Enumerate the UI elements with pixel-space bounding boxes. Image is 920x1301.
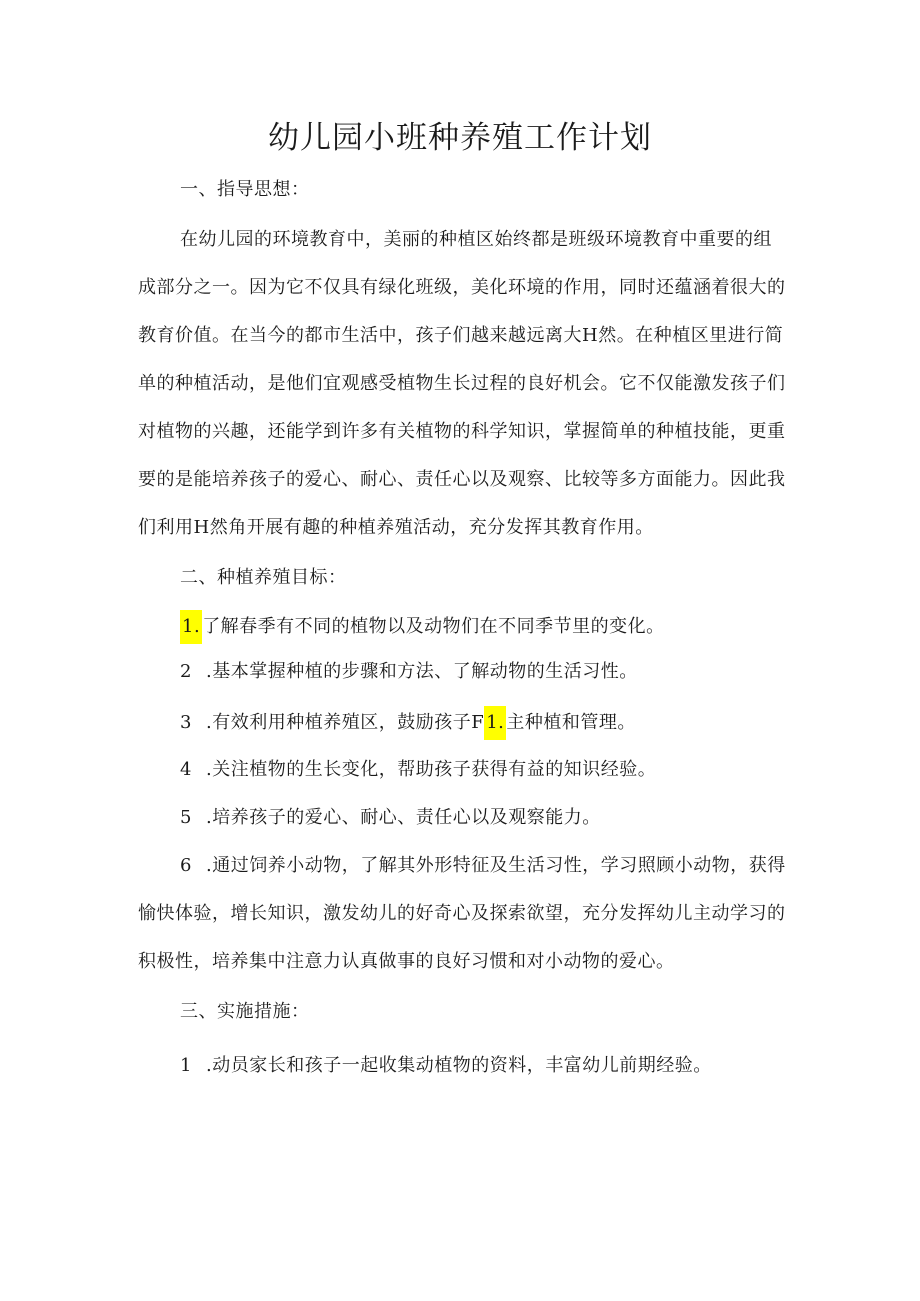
goal-item-6 bbox=[180, 854, 800, 878]
goal-text: .关注植物的生长变化，帮助孩子获得有益的知识经验。 bbox=[206, 759, 657, 780]
paragraph-line: 愉快体验，增长知识，激发幼儿的好奇心及探索欲望，充分发挥幼儿主动学习的 bbox=[138, 903, 786, 924]
goal-item-4 bbox=[180, 758, 800, 782]
measure-text: .动员家长和孩子一起收集动植物的资料，丰富幼儿前期经验。 bbox=[206, 1055, 712, 1076]
goal-text: 主种植和管理。 bbox=[506, 712, 636, 733]
goal-item-2 bbox=[180, 660, 800, 684]
goal-text: .有效利用种植养殖区，鼓励孩子F bbox=[206, 712, 485, 733]
paragraph-line: 们利用H然角开展有趣的种植养殖活动，充分发挥其教育作用。 bbox=[138, 517, 654, 538]
goal-number: 4 bbox=[180, 759, 192, 780]
section-heading-goals: 二、种植养殖目标： bbox=[180, 567, 347, 588]
paragraph-line: 积极性，培养集中注意力认真做事的良好习惯和对小动物的爱心。 bbox=[138, 951, 675, 972]
section-heading-measures: 三、实施措施： bbox=[180, 1001, 310, 1022]
section-heading-guiding-thought: 一、指导思想： bbox=[180, 179, 310, 200]
paragraph-line: 成部分之一。因为它不仅具有绿化班级，美化环境的作用，同时还蕴涵着很大的 bbox=[138, 277, 786, 298]
goal-text: 了解春季有不同的植物以及动物们在不同季节里的变化。 bbox=[202, 616, 665, 637]
paragraph-line: 单的种植活动，是他们宜观感受植物生长过程的良好机会。它不仅能激发孩子们 bbox=[138, 373, 786, 394]
goal-number: 3 bbox=[180, 712, 192, 733]
paragraph-line: 教育价值。在当今的都市生活中，孩子们越来越远离大H然。在种植区里进行简 bbox=[138, 325, 784, 346]
goal-text: .基本掌握种植的步骤和方法、了解动物的生活习性。 bbox=[206, 661, 638, 682]
goal-text: .培养孩子的爱心、耐心、责任心以及观察能力。 bbox=[206, 807, 601, 828]
measure-item-1 bbox=[180, 1054, 800, 1078]
goal-text: .通过饲养小动物，了解其外形特征及生活习性，学习照顾小动物，获得 bbox=[206, 855, 786, 876]
paragraph-line: 在幼儿园的环境教育中，美丽的种植区始终都是班级环境教育中重要的组 bbox=[180, 229, 772, 250]
paragraph-line: 要的是能培养孩子的爱心、耐心、责任心以及观察、比较等多方面能力。因此我 bbox=[138, 469, 786, 490]
document-title: 幼儿园小班种养殖工作计划 bbox=[268, 120, 652, 156]
measure-number: 1 bbox=[180, 1055, 192, 1076]
goal-item-1 bbox=[180, 610, 800, 644]
goal-number: 5 bbox=[180, 807, 192, 828]
goal-item-5 bbox=[180, 806, 800, 830]
highlight-marker: 1. bbox=[484, 706, 506, 740]
goal-number: 6 bbox=[180, 855, 192, 876]
highlight-marker: 1. bbox=[180, 610, 202, 644]
goal-item-3 bbox=[180, 706, 800, 740]
goal-number: 2 bbox=[180, 661, 192, 682]
paragraph-line: 对植物的兴趣，还能学到许多有关植物的科学知识，掌握简单的种植技能，更重 bbox=[138, 421, 786, 442]
